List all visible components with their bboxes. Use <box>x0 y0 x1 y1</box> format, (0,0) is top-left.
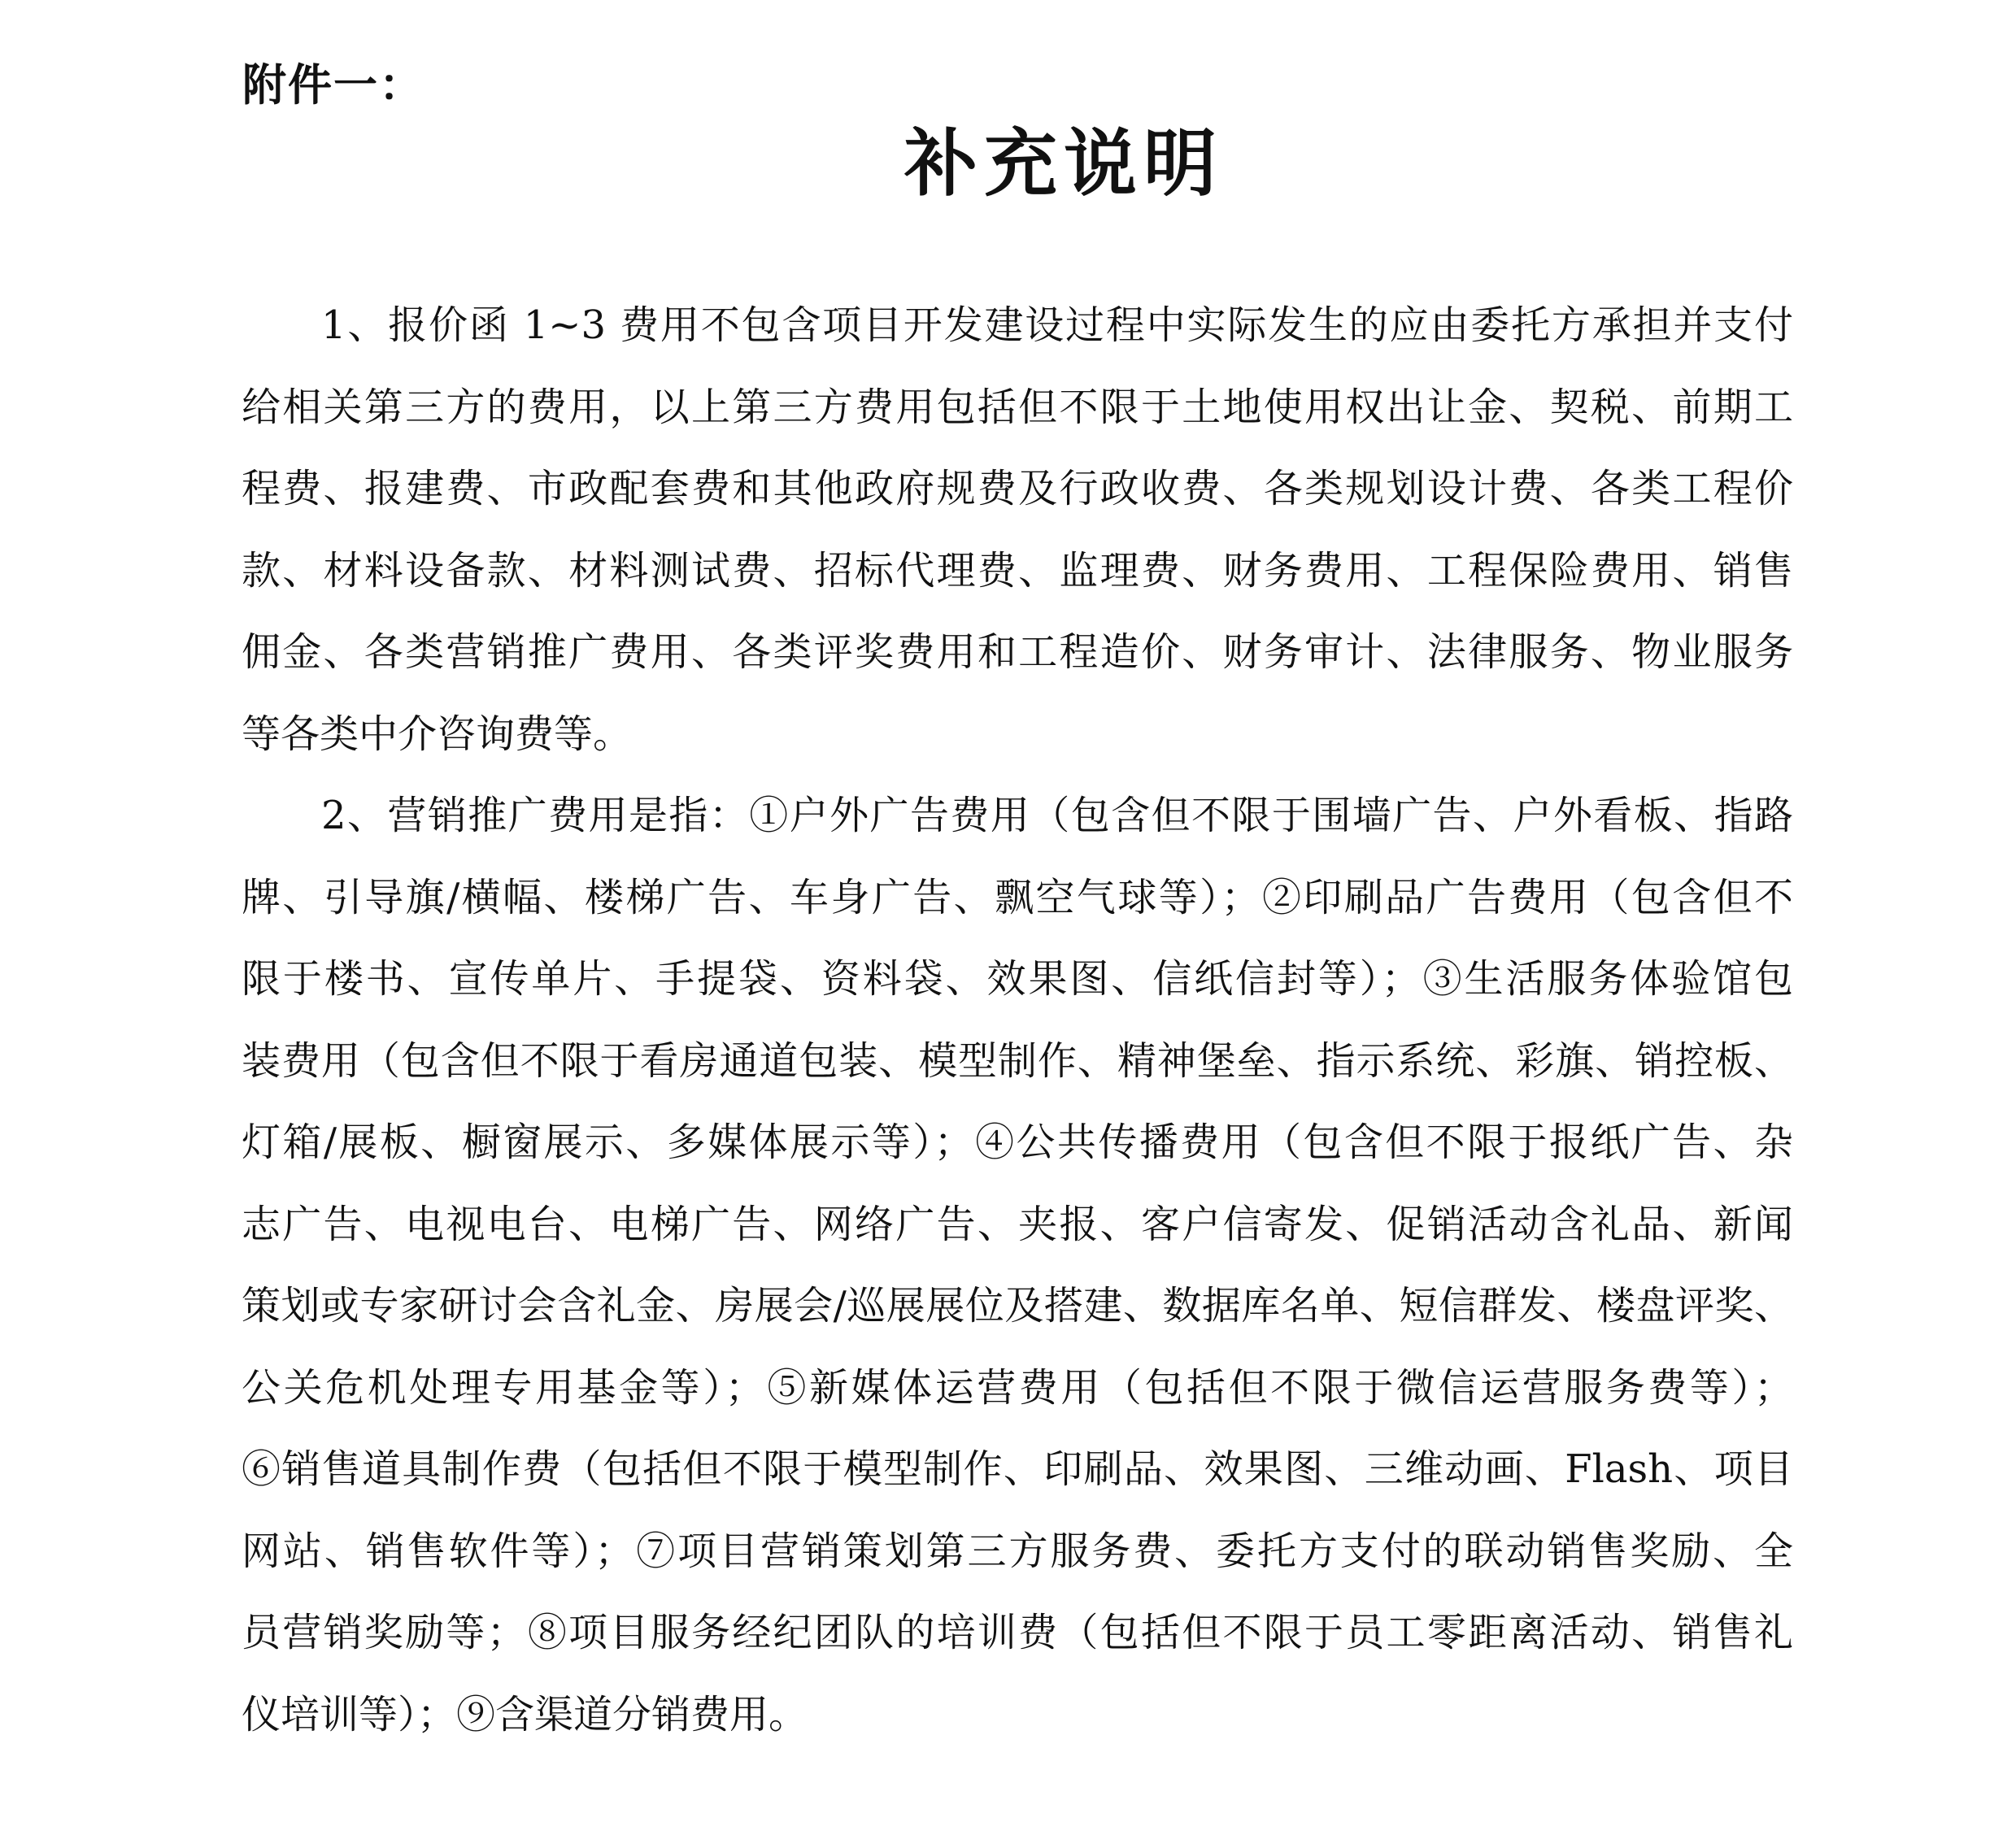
paragraph-line: 志广告、电视电台、电梯广告、网络广告、夹报、客户信寄发、促销活动含礼品、新闻 <box>242 1201 1793 1247</box>
paragraph-line: 装费用（包含但不限于看房通道包装、模型制作、精神堡垒、指示系统、彩旗、销控板、 <box>242 1037 1793 1084</box>
paragraph-line: 公关危机处理专用基金等）；⑤新媒体运营费用（包括但不限于微信运营服务费等）； <box>242 1364 1793 1411</box>
paragraph-line: 给相关第三方的费用，以上第三方费用包括但不限于土地使用权出让金、契税、前期工 <box>242 384 1793 430</box>
paragraph-line: 等各类中介咨询费等。 <box>242 711 633 757</box>
attachment-label: 附件一： <box>242 59 425 111</box>
paragraph-line: 牌、引导旗/横幅、楼梯广告、车身广告、飘空气球等）；②印刷品广告费用（包含但不 <box>242 874 1793 920</box>
paragraph-line: 仪培训等）；⑨含渠道分销费用。 <box>242 1691 808 1737</box>
paragraph-line: 款、材料设备款、材料测试费、招标代理费、监理费、财务费用、工程保险费用、销售 <box>242 547 1793 594</box>
paragraph-line: 佣金、各类营销推广费用、各类评奖费用和工程造价、财务审计、法律服务、物业服务 <box>242 629 1793 675</box>
paragraph <box>242 285 1793 775</box>
paragraph-line: 网站、销售软件等）；⑦项目营销策划第三方服务费、委托方支付的联动销售奖励、全 <box>242 1528 1793 1574</box>
paragraph-line: 程费、报建费、市政配套费和其他政府规费及行政收费、各类规划设计费、各类工程价 <box>242 466 1793 511</box>
paragraph-line: 员营销奖励等；⑧项目服务经纪团队的培训费（包括但不限于员工零距离活动、销售礼 <box>242 1610 1793 1655</box>
paragraph-line: 限于楼书、宣传单片、手提袋、资料袋、效果图、信纸信封等）；③生活服务体验馆包 <box>242 956 1793 1002</box>
paragraph <box>242 775 1793 1755</box>
paragraph-line: 灯箱/展板、橱窗展示、多媒体展示等）；④公共传播费用（包含但不限于报纸广告、杂 <box>242 1120 1793 1165</box>
paragraph-line: 2、营销推广费用是指：①户外广告费用（包含但不限于围墙广告、户外看板、指路 <box>321 793 1793 838</box>
paragraph-line: 策划或专家研讨会含礼金、房展会/巡展展位及搭建、数据库名单、短信群发、楼盘评奖、 <box>242 1283 1793 1328</box>
document-body <box>242 285 1793 1755</box>
page-title: 补充说明 <box>904 121 1223 207</box>
paragraph-line: ⑥销售道具制作费（包括但不限于模型制作、印刷品、效果图、三维动画、Flash、项目 <box>242 1446 1793 1492</box>
paragraph-line: 1、报价函 1~3 费用不包含项目开发建设过程中实际发生的应由委托方承担并支付 <box>321 302 1793 348</box>
